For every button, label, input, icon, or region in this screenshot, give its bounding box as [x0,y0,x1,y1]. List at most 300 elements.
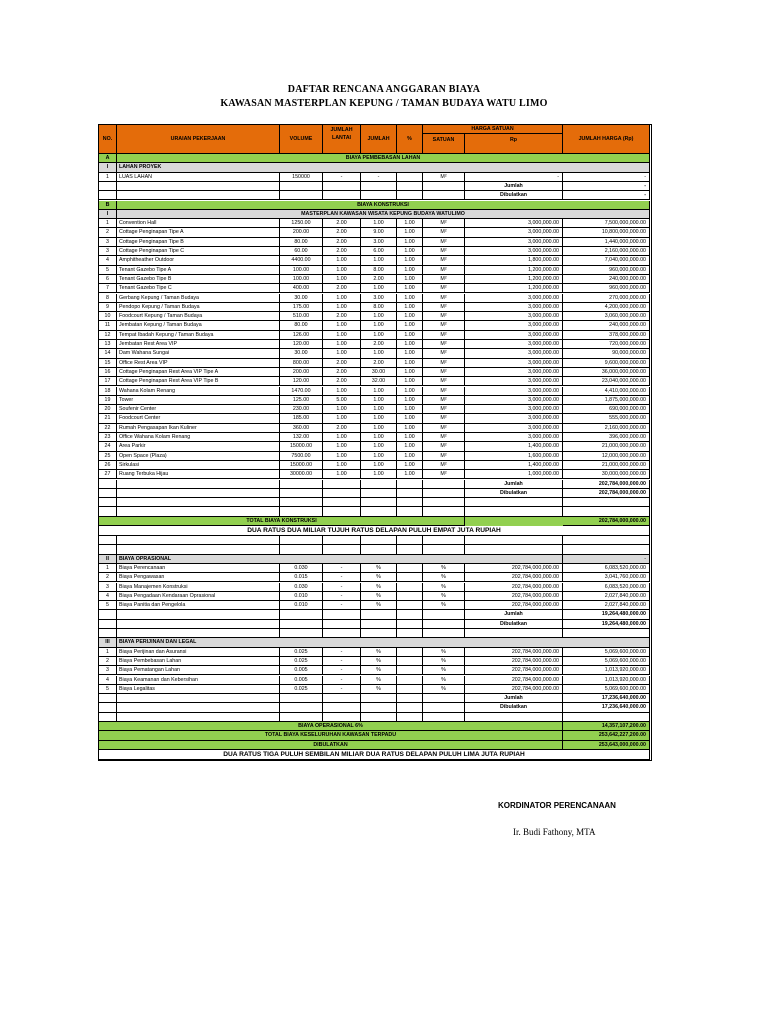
item-volume: 1470.00 [280,387,323,396]
item-persen: 1.00 [397,219,423,228]
section-b-sub-title: MASTERPLAN KAWASAN WISATA KEPUNG BUDAYA WATULIMO [117,210,650,219]
summary-terbilang-row [99,750,650,760]
table-row [99,228,650,237]
item-jumlah: % [361,657,397,666]
section-op-value: - [563,555,650,564]
jumlah-value: 202,784,000,000.00 [563,480,650,489]
item-persen: 1.00 [397,396,423,405]
item-total: 3,060,000,000.00 [563,312,650,321]
item-no: 17 [99,377,117,386]
item-satuan: % [423,685,465,694]
table-cell [465,713,563,722]
section-legal-row [99,638,650,647]
item-no: 13 [99,340,117,349]
table-cell [563,713,650,722]
jumlah-label: Jumlah [465,182,563,191]
dibulatkan-label: Dibulatkan [465,703,563,712]
item-persen: 1.00 [397,266,423,275]
item-no: 27 [99,470,117,479]
item-no: 24 [99,442,117,451]
item-jumlah: 2.00 [361,275,397,284]
table-row [99,564,650,573]
item-satuan: M² [423,405,465,414]
table-cell [397,498,423,507]
table-cell [563,629,650,638]
table-cell [361,703,397,712]
item-persen: 1.00 [397,294,423,303]
item-total: 396,000,000.00 [563,433,650,442]
table-cell [323,191,361,200]
item-name: Tenant Gazebo Tipe A [117,266,280,275]
item-volume: 360.00 [280,424,323,433]
item-name: Biaya Pengawasan [117,573,280,582]
table-cell [99,489,117,498]
item-satuan: M² [423,321,465,330]
item-name: Biaya Pematangan Lahan [117,666,280,675]
table-cell [423,489,465,498]
item-volume: 100.00 [280,266,323,275]
table-row [99,657,650,666]
item-persen: 1.00 [397,256,423,265]
table-header [99,125,650,154]
item-persen [397,685,423,694]
item-volume: 0.010 [280,592,323,601]
item-persen: 1.00 [397,452,423,461]
item-jumlah: % [361,592,397,601]
section-b-sub-row [99,210,650,219]
table-cell [99,703,117,712]
table-cell [361,694,397,703]
table-cell [117,610,280,619]
item-no: 20 [99,405,117,414]
item-harga: 3,000,000.00 [465,405,563,414]
table-cell [361,610,397,619]
terbilang-total: DUA RATUS TIGA PULUH SEMBILAN MILIAR DUA RATUS DELAPAN PULUH LIMA JUTA RUPIAH [99,750,650,760]
item-volume: 4400.00 [280,256,323,265]
item-lantai: - [323,573,361,582]
table-row [99,461,650,470]
item-lantai: 1.00 [323,294,361,303]
item-satuan: M² [423,238,465,247]
summary-total-row [99,731,650,740]
item-total: 1,013,920,000.00 [563,666,650,675]
table-cell [280,536,323,545]
table-cell [397,629,423,638]
table-cell [280,629,323,638]
blank-row [99,536,650,545]
item-total: 6,083,520,000.00 [563,583,650,592]
table-cell [117,620,280,629]
item-total: 270,000,000.00 [563,294,650,303]
item-jumlah: % [361,601,397,610]
item-no: 3 [99,238,117,247]
table-cell [397,703,423,712]
section-b-row [99,201,650,210]
table-cell [117,545,280,554]
table-row [99,573,650,582]
item-volume: 125.00 [280,396,323,405]
jumlah-row [99,480,650,489]
item-lantai: - [323,666,361,675]
item-lantai: 2.00 [323,219,361,228]
item-total: 23,040,000,000.00 [563,377,650,386]
item-total: 960,000,000.00 [563,266,650,275]
item-name: Amphitheather Outdoor [117,256,280,265]
item-total: 555,000,000.00 [563,414,650,423]
item-satuan: M² [423,349,465,358]
item-persen: 1.00 [397,331,423,340]
summary-round-value: 253,643,000,000.00 [563,741,650,750]
item-lantai: - [323,173,361,182]
terbilang-row [99,526,650,536]
table-cell [117,536,280,545]
jumlah-value: 17,236,640,000.00 [563,694,650,703]
item-persen: 1.00 [397,387,423,396]
table-row [99,303,650,312]
item-name: Gerbang Kepung / Taman Budaya [117,294,280,303]
item-volume: 150000 [280,173,323,182]
item-jumlah: 32.00 [361,377,397,386]
item-no: 12 [99,331,117,340]
item-lantai: 2.00 [323,359,361,368]
table-cell [465,507,563,516]
table-cell [280,545,323,554]
item-no: 19 [99,396,117,405]
header-harga-satuan: HARGA SATUAN [423,125,563,134]
item-jumlah: 6.00 [361,247,397,256]
item-lantai: 2.00 [323,424,361,433]
table-row [99,321,650,330]
item-persen: 1.00 [397,461,423,470]
item-persen [397,173,423,182]
table-cell [99,498,117,507]
item-harga: 3,000,000.00 [465,228,563,237]
table-row [99,247,650,256]
item-name: Biaya Panitia dan Pengelola [117,601,280,610]
item-harga: 202,784,000,000.00 [465,601,563,610]
item-name: Dam Wahana Sungai [117,349,280,358]
item-persen [397,564,423,573]
table-cell [280,694,323,703]
item-lantai: 2.00 [323,377,361,386]
item-harga: 1,200,000.00 [465,275,563,284]
table-cell [423,480,465,489]
item-total: 2,027,840,000.00 [563,601,650,610]
table-cell [423,629,465,638]
item-persen: 1.00 [397,349,423,358]
table-row [99,377,650,386]
item-persen [397,657,423,666]
item-lantai: 2.00 [323,368,361,377]
jumlah-row [99,694,650,703]
item-harga: 1,400,000.00 [465,461,563,470]
item-jumlah: 8.00 [361,266,397,275]
blank-row [99,507,650,516]
table-cell [397,620,423,629]
signature-role: KORDINATOR PERENCANAAN [498,801,616,810]
jumlah-row [99,610,650,619]
item-total: 5,069,600,000.00 [563,657,650,666]
item-no: 14 [99,349,117,358]
item-persen: 1.00 [397,442,423,451]
item-name: Biaya Pengadaan Kendaraan Oprasional [117,592,280,601]
item-volume: 0.010 [280,601,323,610]
item-harga: 202,784,000,000.00 [465,592,563,601]
table-cell [323,498,361,507]
item-name: Tower [117,396,280,405]
document-subtitle: KAWASAN MASTERPLAN KEPUNG / TAMAN BUDAYA WATU LIMO [220,98,548,109]
table-cell [323,703,361,712]
item-lantai: 1.00 [323,321,361,330]
table-cell [397,610,423,619]
table-cell [280,489,323,498]
item-volume: 175.00 [280,303,323,312]
item-volume: 800.00 [280,359,323,368]
item-harga: 1,600,000.00 [465,452,563,461]
table-cell [397,489,423,498]
item-name: Area Parkir [117,442,280,451]
item-volume: 0.015 [280,573,323,582]
item-total: 2,027,840,000.00 [563,592,650,601]
table-cell [117,507,280,516]
item-no: 2 [99,573,117,582]
table-cell [117,629,280,638]
item-no: 2 [99,657,117,666]
item-lantai: 1.00 [323,442,361,451]
table-cell [280,182,323,191]
summary-round-row [99,741,650,750]
table-cell [465,536,563,545]
item-volume: 60.00 [280,247,323,256]
blank-row [99,545,650,554]
table-cell [361,629,397,638]
table-cell [99,536,117,545]
item-persen: 1.00 [397,359,423,368]
item-jumlah: 1.00 [361,387,397,396]
item-total: 12,000,000,000.00 [563,452,650,461]
item-jumlah: % [361,685,397,694]
summary-op-label: BIAYA OPERASIONAL 6% [99,722,563,731]
table-cell [397,191,423,200]
item-volume: 200.00 [280,368,323,377]
item-jumlah: 1.00 [361,442,397,451]
table-row [99,424,650,433]
item-persen: 1.00 [397,414,423,423]
item-jumlah: 1.00 [361,470,397,479]
item-total: 6,083,520,000.00 [563,564,650,573]
item-harga: 1,200,000.00 [465,266,563,275]
item-lantai: 1.00 [323,405,361,414]
item-volume: 185.00 [280,414,323,423]
item-total: 21,000,000,000.00 [563,461,650,470]
section-legal-no: III [99,638,117,647]
summary-round-label: DIBULATKAN [99,741,563,750]
table-cell [99,507,117,516]
item-jumlah: 1.00 [361,405,397,414]
table-cell [117,489,280,498]
item-no: 21 [99,414,117,423]
table-row [99,173,650,182]
table-row [99,648,650,657]
section-op-no: II [99,555,117,564]
item-persen: 1.00 [397,340,423,349]
item-total: 240,000,000.00 [563,321,650,330]
item-no: 8 [99,294,117,303]
table-cell [99,629,117,638]
item-no: 22 [99,424,117,433]
table-cell [323,536,361,545]
section-b-no: B [99,201,117,210]
table-row [99,433,650,442]
item-satuan: M² [423,470,465,479]
table-row [99,405,650,414]
item-total: 4,200,000,000.00 [563,303,650,312]
item-satuan: M² [423,256,465,265]
item-name: Soufenir Center [117,405,280,414]
item-harga: 202,784,000,000.00 [465,657,563,666]
item-satuan: M² [423,173,465,182]
item-satuan: M² [423,340,465,349]
item-total: 378,000,000.00 [563,331,650,340]
table-row [99,294,650,303]
table-row [99,396,650,405]
total-konstruksi-value: 202,784,000,000.00 [563,517,650,526]
item-no: 9 [99,303,117,312]
summary-total-value: 253,642,227,200.00 [563,731,650,740]
table-cell [423,536,465,545]
item-name: Rumah Pengasapan Ikan Kuliner [117,424,280,433]
blank-row [99,629,650,638]
item-no: 4 [99,676,117,685]
item-jumlah: 1.00 [361,256,397,265]
item-volume: 0.005 [280,666,323,675]
item-lantai: 1.00 [323,303,361,312]
table-cell [323,629,361,638]
item-harga: 202,784,000,000.00 [465,648,563,657]
item-harga: 3,000,000.00 [465,247,563,256]
section-b-sub-no: I [99,210,117,219]
item-harga: 3,000,000.00 [465,294,563,303]
section-a-sub-title: LAHAN PROYEK [117,163,650,172]
item-harga: 202,784,000,000.00 [465,685,563,694]
table-row [99,368,650,377]
item-jumlah: 1.00 [361,284,397,293]
dibulatkan-label: Dibulatkan [465,489,563,498]
item-lantai: 2.00 [323,238,361,247]
item-total: 90,000,000.00 [563,349,650,358]
item-name: Office Rest Area VIP [117,359,280,368]
table-cell [361,498,397,507]
table-row [99,266,650,275]
table-cell [361,182,397,191]
item-harga: 3,000,000.00 [465,414,563,423]
item-no: 16 [99,368,117,377]
item-persen: 1.00 [397,321,423,330]
item-lantai: 1.00 [323,275,361,284]
jumlah-value: 19,264,480,000.00 [563,610,650,619]
item-jumlah: 1.00 [361,312,397,321]
jumlah-label: Jumlah [465,694,563,703]
item-harga: 3,000,000.00 [465,303,563,312]
item-name: Convention Hall [117,219,280,228]
item-satuan: M² [423,275,465,284]
table-cell [99,610,117,619]
jumlah-label: Jumlah [465,480,563,489]
item-name: Cottage Penginapan Tipe B [117,238,280,247]
item-name: Biaya Perencanaan [117,564,280,573]
table-row [99,312,650,321]
dibulatkan-value: 202,784,000,000.00 [563,489,650,498]
item-total: 690,000,000.00 [563,405,650,414]
item-name: Tenant Gazebo Tipe B [117,275,280,284]
section-a-no: A [99,154,117,163]
item-persen: 1.00 [397,275,423,284]
table-cell [323,480,361,489]
item-no: 26 [99,461,117,470]
item-lantai: 1.00 [323,452,361,461]
item-name: Tempat Ibadah Kepung / Taman Budaya [117,331,280,340]
table-cell [99,694,117,703]
item-name: Ruang Terbuka Hijau [117,470,280,479]
budget-table [98,124,652,761]
item-harga: 3,000,000.00 [465,340,563,349]
item-harga: 3,000,000.00 [465,331,563,340]
item-persen [397,601,423,610]
dibulatkan-label: Dibulatkan [465,191,563,200]
table-row [99,238,650,247]
item-persen [397,583,423,592]
header-jumlah: JUMLAH [361,125,397,154]
item-jumlah: - [361,173,397,182]
item-satuan: M² [423,442,465,451]
table-cell [563,507,650,516]
item-total: 5,069,600,000.00 [563,685,650,694]
item-volume: 0.025 [280,648,323,657]
section-op-title: BIAYA OPRASIONAL [117,555,563,564]
table-row [99,583,650,592]
dibulatkan-row [99,191,650,200]
item-harga: 1,000,000.00 [465,470,563,479]
item-total: 36,000,000,000.00 [563,368,650,377]
item-volume: 15000.00 [280,461,323,470]
item-total: 7,500,000,000.00 [563,219,650,228]
jumlah-row [99,182,650,191]
item-total: 9,600,000,000.00 [563,359,650,368]
table-cell [361,507,397,516]
table-row [99,349,650,358]
header-rp: Rp [465,134,563,154]
jumlah-label: Jumlah [465,610,563,619]
table-cell [397,536,423,545]
header-satuan: SATUAN [423,134,465,154]
item-lantai: 2.00 [323,284,361,293]
table-cell [117,182,280,191]
item-jumlah: 3.00 [361,238,397,247]
table-cell [280,703,323,712]
table-cell [423,507,465,516]
table-row [99,331,650,340]
item-satuan: % [423,676,465,685]
item-volume: 30.00 [280,294,323,303]
item-harga: 202,784,000,000.00 [465,583,563,592]
table-cell [280,507,323,516]
item-persen: 1.00 [397,377,423,386]
item-jumlah: % [361,676,397,685]
item-total: 7,040,000,000.00 [563,256,650,265]
dibulatkan-row [99,489,650,498]
table-cell [361,489,397,498]
item-lantai: - [323,564,361,573]
